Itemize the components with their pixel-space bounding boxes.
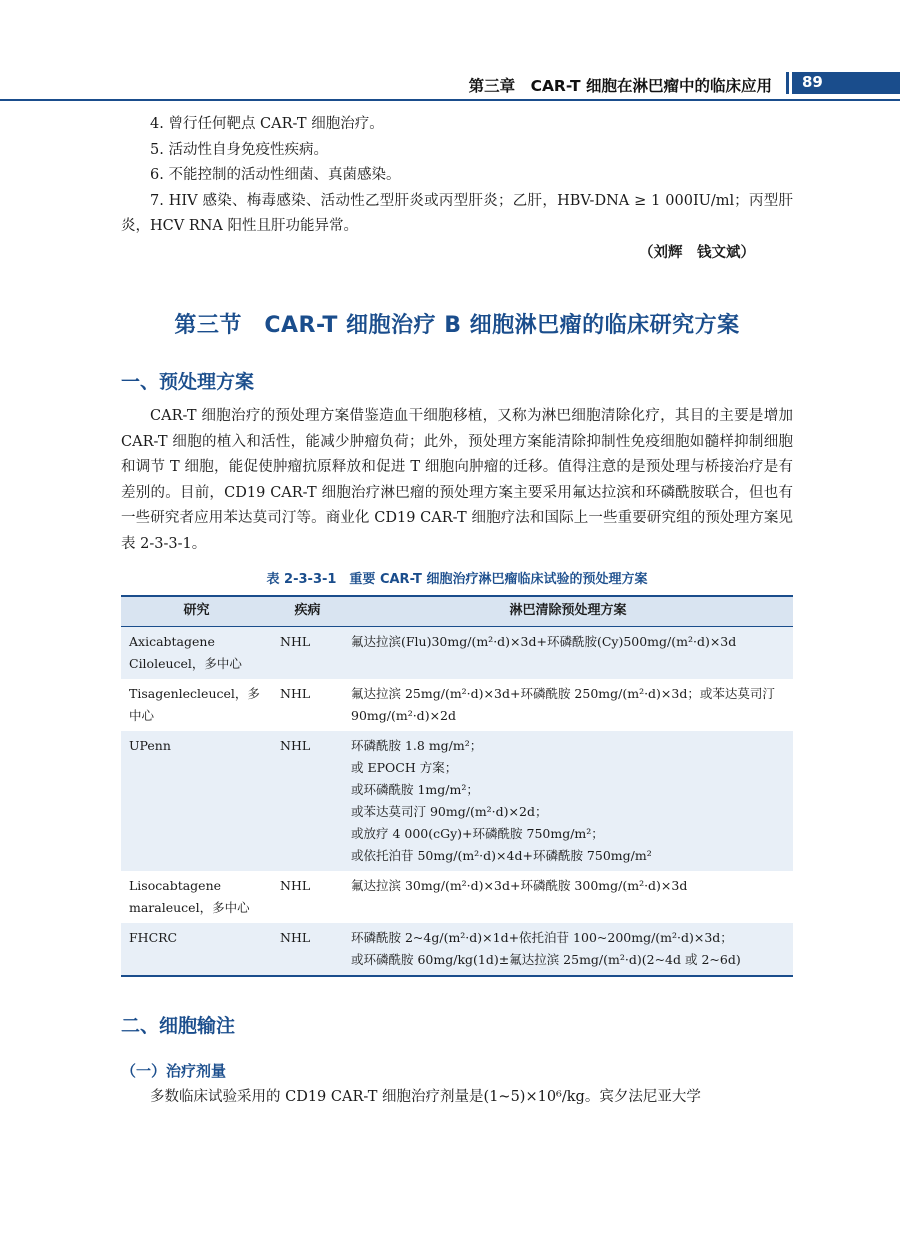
page-number: 89 [802, 73, 823, 91]
criterion-item: 4. 曾行任何靶点 CAR-T 细胞治疗。 [150, 116, 384, 132]
regimen-line: 或苯达莫司汀 90mg/(m²·d)×2d； [351, 803, 548, 819]
header-divider [786, 72, 789, 94]
table-row [121, 871, 793, 923]
table-row [121, 923, 793, 976]
cell-study: FHCRC [121, 923, 272, 976]
table-header-row [121, 596, 793, 627]
col-header-regimen: 淋巴清除预处理方案 [343, 596, 793, 627]
dose-paragraph: 多数临床试验采用的 CD19 CAR-T 细胞治疗剂量是(1~5)×10⁶/kg。宾夕法尼亚大学 [150, 1088, 701, 1105]
table-row [121, 626, 793, 679]
cell-disease: NHL [272, 626, 343, 679]
section-title: 第三节 CAR-T 细胞治疗 B 细胞淋巴瘤的临床研究方案 [174, 312, 740, 338]
regimen-line: 环磷酰胺 1.8 mg/m²； [351, 737, 483, 753]
regimen-line: 氟达拉滨(Flu)30mg/(m²·d)×3d+环磷酰胺(Cy)500mg/(m²·d)×3d [351, 633, 737, 649]
running-header [0, 68, 900, 102]
cell-regimen [343, 731, 793, 871]
regimen-line: 环磷酰胺 2~4g/(m²·d)×1d+依托泊苷 100~200mg/(m²·d)×3d； [351, 929, 733, 945]
authors-signature: （刘辉 钱文斌） [639, 244, 755, 261]
cell-disease: NHL [280, 685, 311, 701]
cell-disease: NHL [272, 923, 343, 976]
cell-regimen [343, 626, 793, 679]
page-body [121, 112, 793, 1110]
criterion-item: 5. 活动性自身免疫性疾病。 [150, 141, 328, 158]
subsection-heading-pretreatment: 一、预处理方案 [121, 370, 255, 393]
regimen-table [121, 595, 793, 977]
chapter-title: 第三章 CAR-T 细胞在淋巴瘤中的临床应用 [468, 77, 772, 95]
table-row [121, 679, 793, 731]
subsection-heading-dose: （一）治疗剂量 [121, 1061, 227, 1080]
cell-regimen [343, 923, 793, 976]
table-caption: 表 2-3-3-1 重要 CAR-T 细胞治疗淋巴瘤临床试验的预处理方案 [266, 571, 648, 587]
cell-disease: NHL [280, 877, 311, 893]
col-header-study: 研究 [121, 596, 272, 627]
cell-study: UPenn [121, 731, 272, 871]
table-body [121, 626, 793, 976]
cell-disease: NHL [272, 731, 343, 871]
header-rule [0, 99, 900, 101]
criterion-item: 6. 不能控制的活动性细菌、真菌感染。 [150, 167, 401, 184]
regimen-line: 氟达拉滨 25mg/(m²·d)×3d+环磷酰胺 250mg/(m²·d)×3d；或苯达莫司汀 90mg/(m²·d)×2d [351, 685, 775, 723]
subsection-heading-infusion: 二、细胞输注 [121, 1014, 236, 1037]
regimen-line: 或 EPOCH 方案； [351, 759, 458, 775]
cell-study: Tisagenlecleucel，多中心 [129, 685, 260, 723]
cell-regimen [343, 871, 793, 923]
col-header-disease: 疾病 [272, 596, 343, 627]
regimen-line: 或依托泊苷 50mg/(m²·d)×4d+环磷酰胺 750mg/m² [351, 847, 652, 863]
page-number-box [792, 72, 900, 94]
cell-regimen [343, 679, 793, 731]
regimen-line: 或环磷酰胺 60mg/kg(1d)±氟达拉滨 25mg/(m²·d)(2~4d 或 2~6d) [351, 951, 741, 967]
regimen-line: 或放疗 4 000(cGy)+环磷酰胺 750mg/m²； [351, 825, 604, 841]
pretreatment-paragraph: CAR-T 细胞治疗的预处理方案借鉴造血干细胞移植，又称为淋巴细胞清除化疗，其目的主要是增加 CAR-T 细胞的植入和活性，能减少肿瘤负荷；此外，预处理方案能清除抑制性免疫细胞如髓样抑制细胞和调节 T 细胞，能促使肿瘤抗原释放和促进 T 细胞向肿瘤的迁移。值得注意的是预处理与桥接治疗是有差别的。目前，CD19 CAR-T 细胞治疗淋巴瘤的预处理方案主要采用氟达拉滨和环磷酰胺联合，但也有一些研究者应用苯达莫司汀等。商业化 CD19 CAR-T 细胞疗法和国际上一些重要研究组的预处理方案见表 2-3-3-1。 [121, 407, 793, 552]
regimen-line: 或环磷酰胺 1mg/m²； [351, 781, 479, 797]
cell-study: Axicabtagene Ciloleucel，多中心 [121, 626, 272, 679]
table-row [121, 731, 793, 871]
cell-study: Lisocabtagene maraleucel，多中心 [129, 877, 250, 915]
criterion-item: 7. HIV 感染、梅毒感染、活动性乙型肝炎或丙型肝炎；乙肝，HBV-DNA ≥ 1 000IU/ml；丙型肝炎，HCV RNA 阳性且肝功能异常。 [121, 192, 793, 235]
regimen-line: 氟达拉滨 30mg/(m²·d)×3d+环磷酰胺 300mg/(m²·d)×3d [351, 877, 688, 893]
